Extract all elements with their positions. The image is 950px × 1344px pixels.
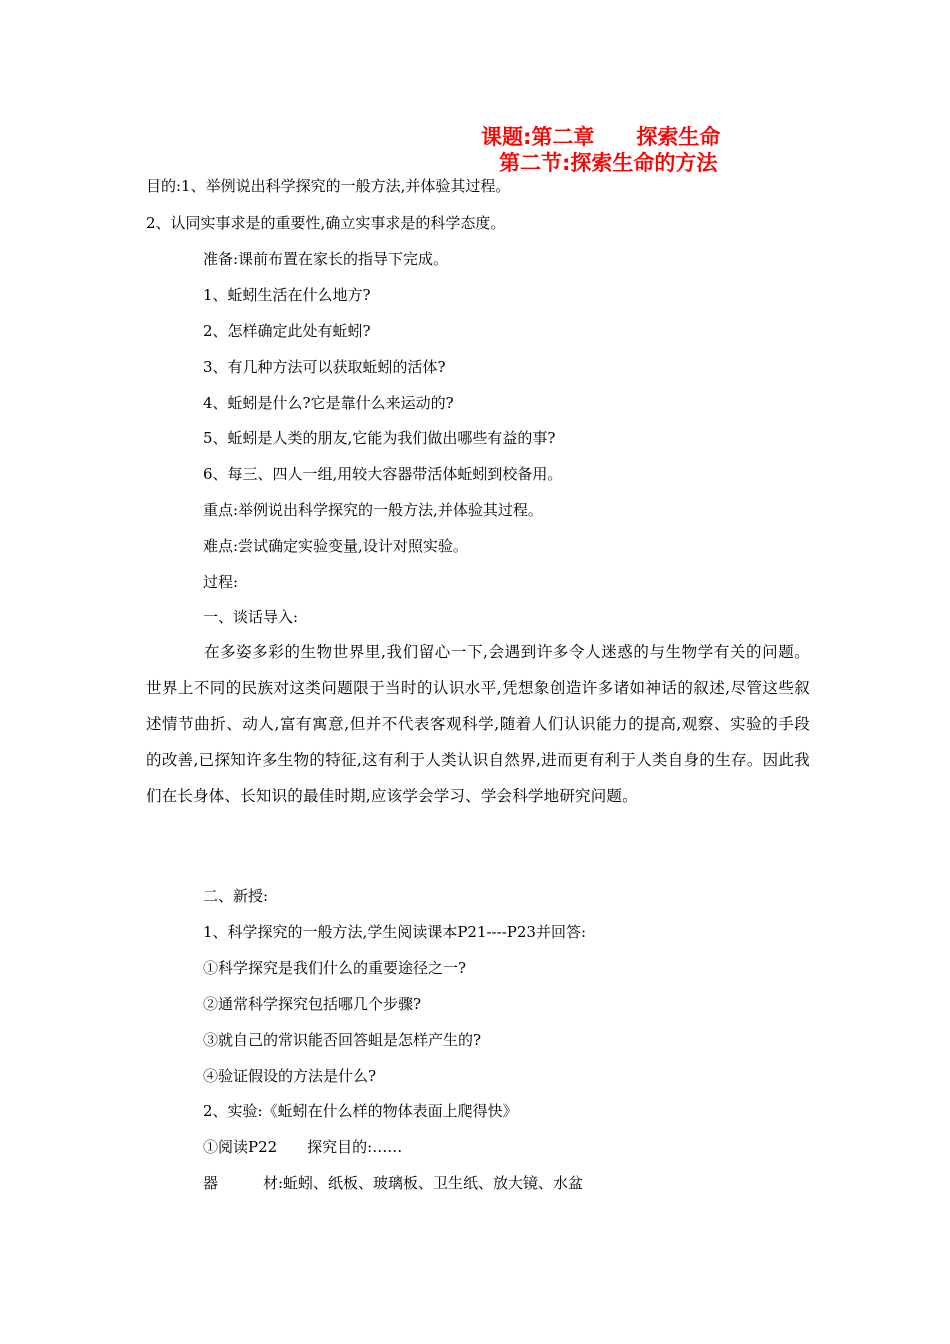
intro-paragraph: 在多姿多彩的生物世界里,我们留心一下,会遇到许多令人迷惑的与生物学有关的问题。世界上不同的民族对这类问题限于当时的认识水平,凭想象创造许多诸如神话的叙述,尽管这些叙述情节曲折、动人,富有寓意,但并不代表客观科学,随着人们认识能力的提高,观察、实验的手段的改善,已探知许多生物的特征,这有利于人类认识自然界,进而更有利于人类自身的生存。因此我们在长身体、长知识的最佳时期,应该学会学习、学会科学地研究问题。 (146, 643, 810, 805)
text-line-question-4: ④验证假设的方法是什么? (203, 1067, 377, 1085)
text-line-difficulty: 难点:尝试确定实验变量,设计对照实验。 (203, 537, 468, 555)
text-line-prep-5: 5、蚯蚓是人类的朋友,它能为我们做出哪些有益的事? (203, 429, 556, 447)
text-line-question-3: ③就自己的常识能否回答蛆是怎样产生的? (203, 1031, 482, 1049)
text-line-purpose: ①阅读P22 探究目的:…… (203, 1138, 403, 1156)
text-line-new-lesson: 二、新授: (203, 887, 269, 905)
text-line-objective-1: 目的:1、举例说出科学探究的一般方法,并体验其过程。 (146, 177, 511, 195)
section-title: 第二节:探索生命的方法 (499, 151, 718, 175)
text-line-prep-4: 4、蚯蚓是什么?它是靠什么来运动的? (203, 394, 454, 412)
text-line-experiment: 2、实验:《蚯蚓在什么样的物体表面上爬得快》 (203, 1102, 518, 1120)
text-line-method: 1、科学探究的一般方法,学生阅读课本P21----P23并回答: (203, 923, 587, 941)
text-line-key-point: 重点:举例说出科学探究的一般方法,并体验其过程。 (203, 501, 543, 519)
text-line-materials: 器 材:蚯蚓、纸板、玻璃板、卫生纸、放大镜、水盆 (203, 1174, 584, 1192)
lesson-title: 课题:第二章 探索生命 (481, 125, 721, 149)
text-line-process: 过程: (203, 573, 239, 591)
text-line-intro-heading: 一、谈话导入: (203, 608, 299, 626)
text-line-preparation: 准备:课前布置在家长的指导下完成。 (203, 250, 449, 268)
text-line-question-2: ②通常科学探究包括哪几个步骤? (203, 995, 422, 1013)
text-line-objective-2: 2、认同实事求是的重要性,确立实事求是的科学态度。 (146, 214, 506, 232)
text-line-question-1: ①科学探究是我们什么的重要途径之一? (203, 959, 467, 977)
text-line-prep-2: 2、怎样确定此处有蚯蚓? (203, 322, 371, 340)
text-line-prep-6: 6、每三、四人一组,用较大容器带活体蚯蚓到校备用。 (203, 465, 563, 483)
text-line-prep-1: 1、蚯蚓生活在什么地方? (203, 286, 371, 304)
text-line-prep-3: 3、有几种方法可以获取蚯蚓的活体? (203, 358, 446, 376)
